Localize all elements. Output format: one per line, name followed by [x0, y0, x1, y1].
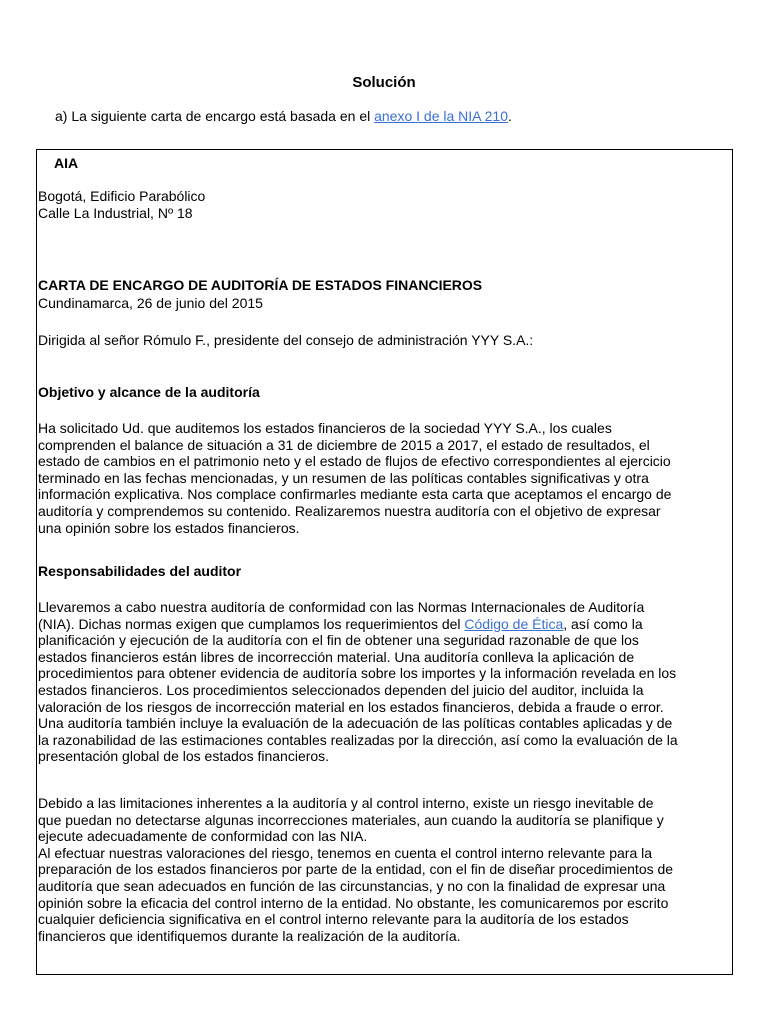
letter-place-date: Cundinamarca, 26 de junio del 2015: [38, 295, 263, 311]
letter-address: [38, 188, 728, 221]
body-line: preparación de los estados financieros por parte de la entidad, con el fin de diseñar procedimientos de: [38, 861, 674, 878]
body-line: cualquier deficiencia significativa en el control interno relevante para la auditoría de los estados: [38, 911, 629, 928]
body-line: auditoría que sean adecuados en función de las circunstancias, y no con la finalidad de expresar una: [38, 877, 666, 894]
address-line-1: Bogotá, Edificio Parabólico: [38, 188, 206, 204]
section-responsibilities-body: [38, 599, 728, 765]
section-objective-body: [38, 420, 728, 536]
body-line-suffix: , así como la: [563, 615, 643, 632]
letter-heading: CARTA DE ENCARGO DE AUDITORÍA DE ESTADOS FINANCIEROS: [38, 277, 483, 293]
body-line: terminado en las fechas mencionadas, y un resumen de las políticas contables significativas y otra: [38, 469, 649, 486]
body-line: una opinión sobre los estados financieros.: [38, 519, 300, 536]
letter-organization: AIA: [54, 155, 79, 171]
body-line: auditoría y comprendemos su contenido. Realizaremos nuestra auditoría con el objetivo de expresar: [38, 502, 661, 519]
body-line: opinión sobre la eficacia del control interno de la entidad. No obstante, les comunicaremos por escrito: [38, 894, 669, 911]
body-line: Ha solicitado Ud. que auditemos los estados financieros de la sociedad YYY S.A., los cuales: [38, 420, 612, 436]
body-line-prefix: (NIA). Dichas normas exigen que cumplamos los requerimientos del: [38, 615, 465, 632]
body-line: comprenden el balance de situación a 31 de diciembre de 2015 a 2017, el estado de resultados, el: [38, 436, 650, 453]
body-line: estado de cambios en el patrimonio neto y el estado de flujos de efectivo correspondientes al ejercicio: [38, 453, 671, 470]
page-title: Solución: [352, 74, 416, 91]
body-line: procedimientos para obtener evidencia de auditoría sobre los importes y la información revelada en los: [38, 665, 677, 682]
body-line: estados financieros están libres de incorrección material. Una auditoría conlleva la aplicación de: [38, 648, 635, 665]
intro-suffix: .: [507, 108, 512, 124]
body-line: ejecute adecuadamente de conformidad con las NIA.: [38, 828, 368, 845]
intro-paragraph: [55, 107, 512, 125]
address-line-2: Calle La Industrial, Nº 18: [38, 204, 193, 221]
body-line-with-link: [38, 616, 728, 633]
body-line: que puedan no detectarse algunas incorrecciones materiales, aun cuando la auditoría se planifique y: [38, 811, 664, 828]
codigo-de-etica-link[interactable]: Código de Ética: [464, 615, 564, 632]
section-limitations-body: [38, 795, 728, 944]
body-line: estados financieros. Los procedimientos seleccionados dependen del juicio del auditor, incluida la: [38, 681, 644, 698]
letter-addressee: Dirigida al señor Rómulo F., presidente del consejo de administración YYY S.A.:: [38, 332, 534, 348]
body-line: Llevaremos a cabo nuestra auditoría de conformidad con las Normas Internacionales de Auditoría: [38, 599, 645, 615]
nia-210-link[interactable]: anexo I de la NIA 210: [374, 108, 508, 124]
body-line: presentación global de los estados financieros.: [38, 748, 330, 765]
section-objective-title: Objetivo y alcance de la auditoría: [38, 384, 260, 400]
intro-text: a) La siguiente carta de encargo está basada en el: [55, 108, 375, 124]
body-line: planificación y ejecución de la auditoría con el fin de obtener una seguridad razonable de que los: [38, 632, 639, 649]
body-line: financieros que identifiquemos durante la realización de la auditoría.: [38, 927, 461, 944]
body-line: la razonabilidad de las estimaciones contables realizadas por la dirección, así como la evaluación de la: [38, 731, 678, 748]
body-line: valoración de los riesgos de incorrección material en los estados financieros, debida a fraude o error.: [38, 698, 664, 715]
body-line: información explicativa. Nos complace confirmarles mediante esta carta que aceptamos el encargo de: [38, 486, 672, 503]
body-line: Al efectuar nuestras valoraciones del riesgo, tenemos en cuenta el control interno relevante para la: [38, 844, 653, 861]
section-responsibilities-title: Responsabilidades del auditor: [38, 563, 242, 579]
body-line: Debido a las limitaciones inherentes a la auditoría y al control interno, existe un riesgo inevitable de: [38, 795, 654, 811]
body-line: Una auditoría también incluye la evaluación de la adecuación de las políticas contables aplicadas y de: [38, 715, 673, 732]
